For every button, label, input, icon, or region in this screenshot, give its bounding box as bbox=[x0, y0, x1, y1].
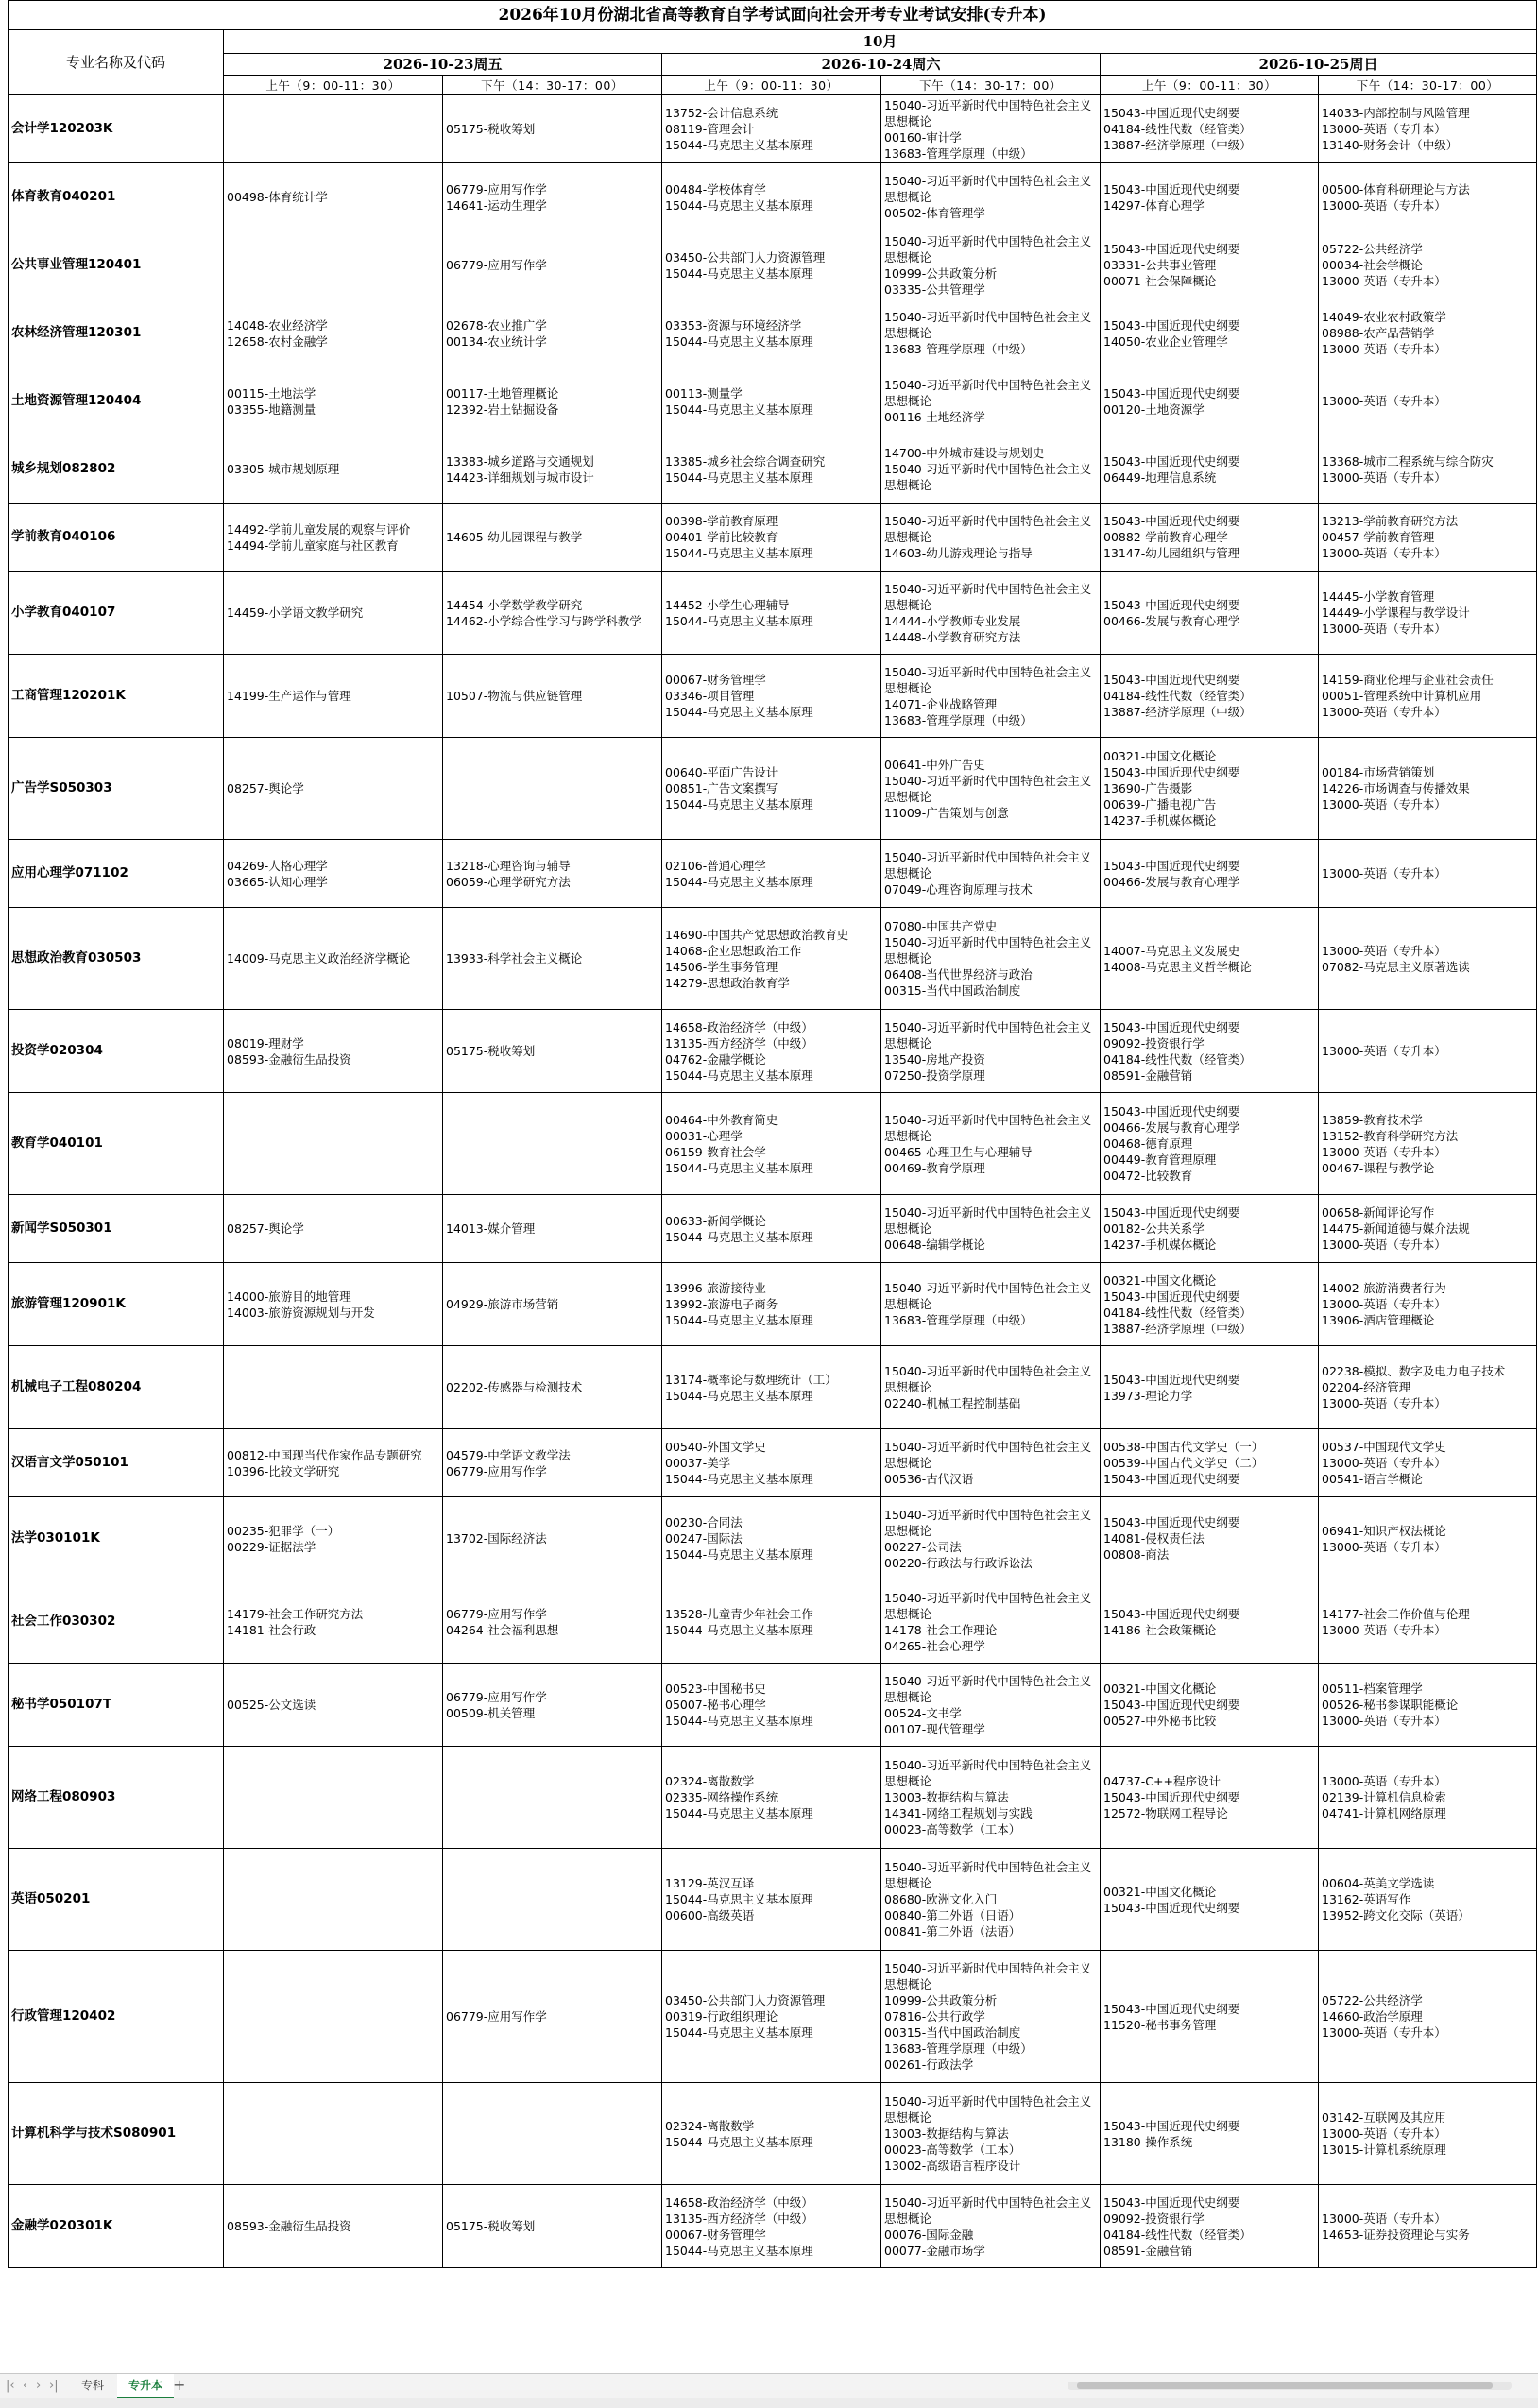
status-bar bbox=[0, 2398, 1538, 2408]
exam-subjects-cell[interactable] bbox=[224, 231, 443, 299]
exam-subjects-cell[interactable]: 00498-体育统计学 bbox=[224, 163, 443, 231]
exam-subjects-cell[interactable]: 15040-习近平新时代中国特色社会主义思想概论 00227-公司法 00220-行政法与行政诉讼法 bbox=[881, 1497, 1101, 1580]
exam-subjects-cell[interactable]: 13368-城市工程系统与综合防灾 13000-英语（专升本） bbox=[1319, 435, 1537, 504]
exam-subjects-cell[interactable]: 02324-离散数学 15044-马克思主义基本原理 bbox=[662, 2083, 881, 2185]
table-row bbox=[9, 1195, 1537, 1263]
table-row bbox=[9, 655, 1537, 738]
major-header[interactable]: 专业名称及代码 bbox=[9, 30, 224, 95]
exam-subjects-cell[interactable]: 13218-心理咨询与辅导 06059-心理学研究方法 bbox=[443, 840, 662, 908]
sheet-tab-bar bbox=[0, 2373, 1538, 2399]
exam-subjects-cell[interactable]: 08593-金融衍生品投资 bbox=[224, 2185, 443, 2268]
exam-subjects-cell[interactable]: 15043-中国近现代史纲要 00466-发展与教育心理学 00468-德育原理 00449-教育管理原理 00472-比较教育 bbox=[1101, 1093, 1319, 1195]
major-name-cell[interactable]: 英语050201 bbox=[9, 1849, 224, 1951]
exam-subjects-cell[interactable]: 15043-中国近现代史纲要 06449-地理信息系统 bbox=[1101, 435, 1319, 504]
exam-subjects-cell[interactable]: 15040-习近平新时代中国特色社会主义思想概论 14178-社会工作理论 04265-社会心理学 bbox=[881, 1580, 1101, 1664]
exam-subjects-cell[interactable]: 02106-普通心理学 15044-马克思主义基本原理 bbox=[662, 840, 881, 908]
major-name-cell[interactable]: 广告学S050303 bbox=[9, 738, 224, 840]
exam-subjects-cell[interactable]: 14013-媒介管理 bbox=[443, 1195, 662, 1263]
major-name-cell[interactable]: 公共事业管理120401 bbox=[9, 231, 224, 299]
exam-subjects-cell[interactable]: 00511-档案管理学 00526-秘书参谋职能概论 13000-英语（专升本） bbox=[1319, 1664, 1537, 1747]
exam-subjects-cell[interactable]: 15040-习近平新时代中国特色社会主义思想概论 13540-房地产投资 07250-投资学原理 bbox=[881, 1010, 1101, 1093]
exam-subjects-cell[interactable]: 14159-商业伦理与企业社会责任 00051-管理系统中计算机应用 13000-英语（专升本） bbox=[1319, 655, 1537, 738]
table-row bbox=[9, 572, 1537, 655]
major-name-cell[interactable]: 思想政治教育030503 bbox=[9, 908, 224, 1010]
exam-subjects-cell[interactable]: 13174-概率论与数理统计（工） 15044-马克思主义基本原理 bbox=[662, 1346, 881, 1429]
exam-subjects-cell[interactable]: 14002-旅游消费者行为 13000-英语（专升本） 13906-酒店管理概论 bbox=[1319, 1263, 1537, 1346]
exam-subjects-cell[interactable]: 05175-税收筹划 bbox=[443, 1010, 662, 1093]
exam-subjects-cell[interactable]: 05175-税收筹划 bbox=[443, 2185, 662, 2268]
exam-subjects-cell[interactable]: 13000-英语（专升本） 07082-马克思主义原著选读 bbox=[1319, 908, 1537, 1010]
exam-subjects-cell[interactable]: 00641-中外广告史 15040-习近平新时代中国特色社会主义思想概论 11009-广告策划与创意 bbox=[881, 738, 1101, 840]
exam-subjects-cell[interactable]: 15043-中国近现代史纲要 09092-投资银行学 04184-线性代数（经管类） 08591-金融营销 bbox=[1101, 1010, 1319, 1093]
exam-subjects-cell[interactable]: 15043-中国近现代史纲要 13180-操作系统 bbox=[1101, 2083, 1319, 2185]
major-name-cell[interactable]: 学前教育040106 bbox=[9, 504, 224, 572]
exam-subjects-cell[interactable]: 15043-中国近现代史纲要 14081-侵权责任法 00808-商法 bbox=[1101, 1497, 1319, 1580]
exam-subjects-cell[interactable]: 15040-习近平新时代中国特色社会主义思想概论 00524-文书学 00107-现代管理学 bbox=[881, 1664, 1101, 1747]
table-row bbox=[9, 231, 1537, 299]
exam-subjects-cell[interactable]: 15040-习近平新时代中国特色社会主义思想概论 13003-数据结构与算法 00023-高等数学（工本） 13002-高级语言程序设计 bbox=[881, 2083, 1101, 2185]
exam-subjects-cell[interactable]: 00113-测量学 15044-马克思主义基本原理 bbox=[662, 367, 881, 435]
exam-subjects-cell[interactable]: 02202-传感器与检测技术 bbox=[443, 1346, 662, 1429]
exam-subjects-cell[interactable] bbox=[224, 2083, 443, 2185]
table-row bbox=[9, 1951, 1537, 2083]
exam-subjects-cell[interactable]: 15040-习近平新时代中国特色社会主义思想概论 08680-欧洲文化入门 00840-第二外语（日语） 00841-第二外语（法语） bbox=[881, 1849, 1101, 1951]
exam-subjects-cell[interactable]: 14049-农业农村政策学 08988-农产品营销学 13000-英语（专升本） bbox=[1319, 299, 1537, 367]
exam-subjects-cell[interactable]: 05722-公共经济学 14660-政治学原理 13000-英语（专升本） bbox=[1319, 1951, 1537, 2083]
scrollbar-thumb[interactable] bbox=[1077, 2382, 1493, 2389]
exam-subjects-cell[interactable]: 04579-中学语文教学法 06779-应用写作学 bbox=[443, 1429, 662, 1497]
exam-subjects-cell[interactable]: 04737-C++程序设计 15043-中国近现代史纲要 12572-物联网工程导论 bbox=[1101, 1747, 1319, 1849]
table-row bbox=[9, 1497, 1537, 1580]
major-name-cell[interactable]: 体育教育040201 bbox=[9, 163, 224, 231]
exam-subjects-cell[interactable]: 13859-教育技术学 13152-教育科学研究方法 13000-英语（专升本） 00467-课程与教学论 bbox=[1319, 1093, 1537, 1195]
exam-subjects-cell[interactable]: 15040-习近平新时代中国特色社会主义思想概论 00076-国际金融 00077-金融市场学 bbox=[881, 2185, 1101, 2268]
exam-subjects-cell[interactable]: 15040-习近平新时代中国特色社会主义思想概论 13003-数据结构与算法 14341-网络工程规划与实践 00023-高等数学（工本） bbox=[881, 1747, 1101, 1849]
exam-subjects-cell[interactable]: 15040-习近平新时代中国特色社会主义思想概论 14071-企业战略管理 13683-管理学原理（中级） bbox=[881, 655, 1101, 738]
exam-subjects-cell[interactable]: 05175-税收筹划 bbox=[443, 95, 662, 163]
exam-subjects-cell[interactable]: 00321-中国文化概论 15043-中国近现代史纲要 04184-线性代数（经管类） 13887-经济学原理（中级） bbox=[1101, 1263, 1319, 1346]
exam-subjects-cell[interactable]: 14445-小学教育管理 14449-小学课程与教学设计 13000-英语（专升本） bbox=[1319, 572, 1537, 655]
major-name-cell[interactable]: 土地资源管理120404 bbox=[9, 367, 224, 435]
table-row bbox=[9, 1747, 1537, 1849]
exam-subjects-cell[interactable]: 00464-中外教育简史 00031-心理学 06159-教育社会学 15044-马克思主义基本原理 bbox=[662, 1093, 881, 1195]
table-row bbox=[9, 908, 1537, 1010]
exam-subjects-cell[interactable]: 14454-小学数学教学研究 14462-小学综合性学习与跨学科教学 bbox=[443, 572, 662, 655]
table-row bbox=[9, 435, 1537, 504]
exam-subjects-cell[interactable]: 15043-中国近现代史纲要 14186-社会政策概论 bbox=[1101, 1580, 1319, 1664]
exam-subjects-cell[interactable]: 14605-幼儿园课程与教学 bbox=[443, 504, 662, 572]
major-name-cell[interactable]: 社会工作030302 bbox=[9, 1580, 224, 1664]
exam-subjects-cell[interactable]: 07080-中国共产党史 15040-习近平新时代中国特色社会主义思想概论 06408-当代世界经济与政治 00315-当代中国政治制度 bbox=[881, 908, 1101, 1010]
exam-subjects-cell[interactable]: 15043-中国近现代史纲要 04184-线性代数（经管类） 13887-经济学原理（中级） bbox=[1101, 655, 1319, 738]
exam-subjects-cell[interactable]: 15040-习近平新时代中国特色社会主义思想概论 14603-幼儿游戏理论与指导 bbox=[881, 504, 1101, 572]
exam-subjects-cell[interactable]: 06779-应用写作学 bbox=[443, 1951, 662, 2083]
exam-subjects-cell[interactable] bbox=[443, 1849, 662, 1951]
exam-subjects-cell[interactable]: 00538-中国古代文学史（一） 00539-中国古代文学史（二） 15043-中国近现代史纲要 bbox=[1101, 1429, 1319, 1497]
exam-subjects-cell[interactable]: 03142-互联网及其应用 13000-英语（专升本） 13015-计算机系统原理 bbox=[1319, 2083, 1537, 2185]
exam-subjects-cell[interactable]: 14007-马克思主义发展史 14008-马克思主义哲学概论 bbox=[1101, 908, 1319, 1010]
table-row bbox=[9, 2083, 1537, 2185]
exam-subjects-cell[interactable]: 04269-人格心理学 03665-认知心理学 bbox=[224, 840, 443, 908]
date-header-fri[interactable]: 2026-10-23周五 bbox=[224, 54, 662, 76]
exam-subjects-cell[interactable]: 13000-英语（专升本） 14653-证券投资理论与实务 bbox=[1319, 2185, 1537, 2268]
prev-sheet-icon[interactable]: ‹ bbox=[23, 2379, 28, 2393]
exam-subjects-cell[interactable]: 14658-政治经济学（中级） 13135-西方经济学（中级） 04762-金融学概论 15044-马克思主义基本原理 bbox=[662, 1010, 881, 1093]
exam-subjects-cell[interactable]: 14177-社会工作价值与伦理 13000-英语（专升本） bbox=[1319, 1580, 1537, 1664]
exam-subjects-cell[interactable]: 15040-习近平新时代中国特色社会主义思想概论 00502-体育管理学 bbox=[881, 163, 1101, 231]
exam-subjects-cell[interactable] bbox=[224, 95, 443, 163]
exam-subjects-cell[interactable]: 00484-学校体育学 15044-马克思主义基本原理 bbox=[662, 163, 881, 231]
major-name-cell[interactable]: 工商管理120201K bbox=[9, 655, 224, 738]
exam-subjects-cell[interactable]: 14048-农业经济学 12658-农村金融学 bbox=[224, 299, 443, 367]
exam-subjects-cell[interactable]: 00604-英美文学选读 13162-英语写作 13952-跨文化交际（英语） bbox=[1319, 1849, 1537, 1951]
exam-subjects-cell[interactable] bbox=[224, 1849, 443, 1951]
exam-subjects-cell[interactable]: 15043-中国近现代史纲要 00120-土地资源学 bbox=[1101, 367, 1319, 435]
exam-subjects-cell[interactable]: 15043-中国近现代史纲要 11520-秘书事务管理 bbox=[1101, 1951, 1319, 2083]
table-row bbox=[9, 840, 1537, 908]
date-header-sat[interactable]: 2026-10-24周六 bbox=[662, 54, 1101, 76]
major-name-cell[interactable]: 农林经济管理120301 bbox=[9, 299, 224, 367]
slot-header-am[interactable]: 上午（9：00-11：30） bbox=[662, 76, 881, 95]
exam-subjects-cell[interactable]: 15040-习近平新时代中国特色社会主义思想概论 13683-管理学原理（中级） bbox=[881, 1263, 1101, 1346]
major-name-cell[interactable]: 机械电子工程080204 bbox=[9, 1346, 224, 1429]
exam-subjects-cell[interactable]: 14690-中国共产党思想政治教育史 14068-企业思想政治工作 14506-学生事务管理 14279-思想政治教育学 bbox=[662, 908, 881, 1010]
exam-subjects-cell[interactable]: 00525-公文选读 bbox=[224, 1664, 443, 1747]
exam-subjects-cell[interactable] bbox=[443, 738, 662, 840]
first-sheet-icon[interactable]: |‹ bbox=[6, 2379, 15, 2393]
table-row bbox=[9, 2185, 1537, 2268]
exam-subjects-cell[interactable]: 03305-城市规划原理 bbox=[224, 435, 443, 504]
sheet-title[interactable]: 2026年10月份湖北省高等教育自学考试面向社会开考专业考试安排(专升本) bbox=[9, 1, 1537, 30]
major-name-cell[interactable]: 旅游管理120901K bbox=[9, 1263, 224, 1346]
exam-subjects-cell[interactable]: 15043-中国近现代史纲要 14050-农业企业管理学 bbox=[1101, 299, 1319, 367]
exam-subjects-cell[interactable]: 00321-中国文化概论 15043-中国近现代史纲要 00527-中外秘书比较 bbox=[1101, 1664, 1319, 1747]
exam-subjects-cell[interactable]: 00398-学前教育原理 00401-学前比较教育 15044-马克思主义基本原理 bbox=[662, 504, 881, 572]
major-name-cell[interactable]: 投资学020304 bbox=[9, 1010, 224, 1093]
exam-subjects-cell[interactable]: 13000-英语（专升本） bbox=[1319, 367, 1537, 435]
table-row bbox=[9, 163, 1537, 231]
exam-subjects-cell[interactable]: 13996-旅游接待业 13992-旅游电子商务 15044-马克思主义基本原理 bbox=[662, 1263, 881, 1346]
exam-subjects-cell[interactable]: 00523-中国秘书史 05007-秘书心理学 15044-马克思主义基本原理 bbox=[662, 1664, 881, 1747]
major-name-cell[interactable]: 行政管理120402 bbox=[9, 1951, 224, 2083]
exam-subjects-cell[interactable]: 00067-财务管理学 03346-项目管理 15044-马克思主义基本原理 bbox=[662, 655, 881, 738]
exam-subjects-cell[interactable]: 00537-中国现代文学史 13000-英语（专升本） 00541-语言学概论 bbox=[1319, 1429, 1537, 1497]
exam-subjects-cell[interactable]: 13752-会计信息系统 08119-管理会计 15044-马克思主义基本原理 bbox=[662, 95, 881, 163]
exam-subjects-cell[interactable]: 15040-习近平新时代中国特色社会主义思想概论 10999-公共政策分析 03335-公共管理学 bbox=[881, 231, 1101, 299]
exam-subjects-cell[interactable]: 15043-中国近现代史纲要 04184-线性代数（经管类） 13887-经济学原理（中级） bbox=[1101, 95, 1319, 163]
add-sheet-icon[interactable]: + bbox=[173, 2376, 186, 2394]
table-row bbox=[9, 1664, 1537, 1747]
exam-subjects-cell[interactable]: 15040-习近平新时代中国特色社会主义思想概论 10999-公共政策分析 07816-公共行政学 00315-当代中国政治制度 13683-管理学原理（中级） 00261-行政法学 bbox=[881, 1951, 1101, 2083]
major-name-cell[interactable]: 应用心理学071102 bbox=[9, 840, 224, 908]
exam-subjects-cell[interactable]: 02238-模拟、数字及电力电子技术 02204-经济管理 13000-英语（专升本） bbox=[1319, 1346, 1537, 1429]
horizontal-scrollbar[interactable] bbox=[1068, 2382, 1512, 2390]
exam-subjects-cell[interactable]: 14700-中外城市建设与规划史 15040-习近平新时代中国特色社会主义思想概论 bbox=[881, 435, 1101, 504]
exam-subjects-cell[interactable] bbox=[224, 1346, 443, 1429]
exam-subjects-cell[interactable]: 06779-应用写作学 bbox=[443, 231, 662, 299]
exam-subjects-cell[interactable]: 06779-应用写作学 04264-社会福利思想 bbox=[443, 1580, 662, 1664]
table-row bbox=[9, 1429, 1537, 1497]
major-name-cell[interactable]: 新闻学S050301 bbox=[9, 1195, 224, 1263]
exam-subjects-cell[interactable]: 15043-中国近现代史纲要 00466-发展与教育心理学 bbox=[1101, 840, 1319, 908]
exam-subjects-cell[interactable]: 08257-舆论学 bbox=[224, 738, 443, 840]
exam-subjects-cell[interactable]: 15040-习近平新时代中国特色社会主义思想概论 02240-机械工程控制基础 bbox=[881, 1346, 1101, 1429]
exam-subjects-cell[interactable]: 00115-土地法学 03355-地籍测量 bbox=[224, 367, 443, 435]
exam-subjects-cell[interactable]: 14658-政治经济学（中级） 13135-西方经济学（中级） 00067-财务管理学 15044-马克思主义基本原理 bbox=[662, 2185, 881, 2268]
exam-subjects-cell[interactable]: 03353-资源与环境经济学 15044-马克思主义基本原理 bbox=[662, 299, 881, 367]
exam-subjects-cell[interactable]: 00235-犯罪学（一） 00229-证据法学 bbox=[224, 1497, 443, 1580]
exam-subjects-cell[interactable]: 14009-马克思主义政治经济学概论 bbox=[224, 908, 443, 1010]
table-row bbox=[9, 1263, 1537, 1346]
major-name-cell[interactable]: 计算机科学与技术S080901 bbox=[9, 2083, 224, 2185]
exam-subjects-cell[interactable]: 00321-中国文化概论 15043-中国近现代史纲要 13690-广告摄影 00639-广播电视广告 14237-手机媒体概论 bbox=[1101, 738, 1319, 840]
exam-subjects-cell[interactable]: 00230-合同法 00247-国际法 15044-马克思主义基本原理 bbox=[662, 1497, 881, 1580]
exam-subjects-cell[interactable]: 15040-习近平新时代中国特色社会主义思想概论 00648-编辑学概论 bbox=[881, 1195, 1101, 1263]
exam-subjects-cell[interactable]: 00640-平面广告设计 00851-广告文案撰写 15044-马克思主义基本原理 bbox=[662, 738, 881, 840]
exam-subjects-cell[interactable]: 13129-英汉互译 15044-马克思主义基本原理 00600-高级英语 bbox=[662, 1849, 881, 1951]
major-name-cell[interactable]: 会计学120203K bbox=[9, 95, 224, 163]
exam-subjects-cell[interactable]: 13933-科学社会主义概论 bbox=[443, 908, 662, 1010]
major-name-cell[interactable]: 汉语言文学050101 bbox=[9, 1429, 224, 1497]
exam-subjects-cell[interactable]: 14000-旅游目的地管理 14003-旅游资源规划与开发 bbox=[224, 1263, 443, 1346]
sheet-tab-zhuanshengben[interactable]: 专升本 bbox=[117, 2374, 174, 2399]
exam-subjects-cell[interactable]: 13213-学前教育研究方法 00457-学前教育管理 13000-英语（专升本） bbox=[1319, 504, 1537, 572]
exam-subjects-cell[interactable]: 14179-社会工作研究方法 14181-社会行政 bbox=[224, 1580, 443, 1664]
exam-subjects-cell[interactable]: 02324-离散数学 02335-网络操作系统 15044-马克思主义基本原理 bbox=[662, 1747, 881, 1849]
major-name-cell[interactable]: 教育学040101 bbox=[9, 1093, 224, 1195]
exam-subjects-cell[interactable]: 13702-国际经济法 bbox=[443, 1497, 662, 1580]
exam-subjects-cell[interactable]: 00812-中国现当代作家作品专题研究 10396-比较文学研究 bbox=[224, 1429, 443, 1497]
exam-subjects-cell[interactable]: 14033-内部控制与风险管理 13000-英语（专升本） 13140-财务会计（中级） bbox=[1319, 95, 1537, 163]
table-row bbox=[9, 1849, 1537, 1951]
month-header[interactable]: 10月 bbox=[224, 30, 1537, 54]
exam-subjects-cell[interactable]: 15043-中国近现代史纲要 09092-投资银行学 04184-线性代数（经管类） 08591-金融营销 bbox=[1101, 2185, 1319, 2268]
exam-subjects-cell[interactable] bbox=[224, 1747, 443, 1849]
table-row bbox=[9, 738, 1537, 840]
date-header-sun[interactable]: 2026-10-25周日 bbox=[1101, 54, 1537, 76]
exam-subjects-cell[interactable]: 15040-习近平新时代中国特色社会主义思想概论 13683-管理学原理（中级） bbox=[881, 299, 1101, 367]
exam-subjects-cell[interactable]: 00321-中国文化概论 15043-中国近现代史纲要 bbox=[1101, 1849, 1319, 1951]
major-name-cell[interactable]: 秘书学050107T bbox=[9, 1664, 224, 1747]
exam-subjects-cell[interactable]: 00184-市场营销策划 14226-市场调查与传播效果 13000-英语（专升本） bbox=[1319, 738, 1537, 840]
table-row bbox=[9, 299, 1537, 367]
exam-subjects-cell[interactable]: 06779-应用写作学 14641-运动生理学 bbox=[443, 163, 662, 231]
table-row bbox=[9, 1580, 1537, 1664]
major-name-cell[interactable]: 法学030101K bbox=[9, 1497, 224, 1580]
empty-rows-area bbox=[0, 2333, 1538, 2373]
exam-subjects-cell[interactable]: 15043-中国近现代史纲要 00882-学前教育心理学 13147-幼儿园组织与管理 bbox=[1101, 504, 1319, 572]
exam-subjects-cell[interactable]: 13000-英语（专升本） bbox=[1319, 1010, 1537, 1093]
last-sheet-icon[interactable]: ›| bbox=[49, 2379, 59, 2393]
exam-subjects-cell[interactable]: 13383-城乡道路与交通规划 14423-详细规划与城市设计 bbox=[443, 435, 662, 504]
slot-header-pm[interactable]: 下午（14：30-17：00） bbox=[443, 76, 662, 95]
exam-subjects-cell[interactable]: 13000-英语（专升本） bbox=[1319, 840, 1537, 908]
exam-subjects-cell[interactable]: 15040-习近平新时代中国特色社会主义思想概论 07049-心理咨询原理与技术 bbox=[881, 840, 1101, 908]
exam-subjects-cell[interactable]: 00658-新闻评论写作 14475-新闻道德与媒介法规 13000-英语（专升本） bbox=[1319, 1195, 1537, 1263]
next-sheet-icon[interactable]: › bbox=[36, 2379, 42, 2393]
exam-subjects-cell[interactable]: 00500-体育科研理论与方法 13000-英语（专升本） bbox=[1319, 163, 1537, 231]
exam-subjects-cell[interactable]: 02678-农业推广学 00134-农业统计学 bbox=[443, 299, 662, 367]
exam-subjects-cell[interactable]: 15043-中国近现代史纲要 00182-公共关系学 14237-手机媒体概论 bbox=[1101, 1195, 1319, 1263]
major-name-cell[interactable]: 金融学020301K bbox=[9, 2185, 224, 2268]
major-name-cell[interactable]: 城乡规划082802 bbox=[9, 435, 224, 504]
exam-subjects-cell[interactable]: 15040-习近平新时代中国特色社会主义思想概论 00116-土地经济学 bbox=[881, 367, 1101, 435]
table-row bbox=[9, 1010, 1537, 1093]
exam-subjects-cell[interactable] bbox=[224, 1951, 443, 2083]
exam-subjects-cell[interactable]: 04929-旅游市场营销 bbox=[443, 1263, 662, 1346]
exam-subjects-cell[interactable]: 13528-儿童青少年社会工作 15044-马克思主义基本原理 bbox=[662, 1580, 881, 1664]
slot-header-pm[interactable]: 下午（14：30-17：00） bbox=[1319, 76, 1537, 95]
table-row bbox=[9, 95, 1537, 163]
exam-subjects-cell[interactable]: 03450-公共部门人力资源管理 15044-马克思主义基本原理 bbox=[662, 231, 881, 299]
exam-subjects-cell[interactable]: 14492-学前儿童发展的观察与评价 14494-学前儿童家庭与社区教育 bbox=[224, 504, 443, 572]
exam-subjects-cell[interactable]: 15040-习近平新时代中国特色社会主义思想概论 00160-审计学 13683-管理学原理（中级） bbox=[881, 95, 1101, 163]
table-row bbox=[9, 367, 1537, 435]
exam-subjects-cell[interactable]: 14459-小学语文教学研究 bbox=[224, 572, 443, 655]
exam-subjects-cell[interactable]: 15043-中国近现代史纲要 13973-理论力学 bbox=[1101, 1346, 1319, 1429]
exam-subjects-cell[interactable] bbox=[224, 1093, 443, 1195]
schedule-body bbox=[9, 95, 1537, 2268]
exam-subjects-cell[interactable]: 15043-中国近现代史纲要 14297-体育心理学 bbox=[1101, 163, 1319, 231]
exam-schedule-table bbox=[8, 0, 1537, 2268]
exam-subjects-cell[interactable]: 00633-新闻学概论 15044-马克思主义基本原理 bbox=[662, 1195, 881, 1263]
slot-header-am[interactable]: 上午（9：00-11：30） bbox=[224, 76, 443, 95]
exam-subjects-cell[interactable]: 00117-土地管理概论 12392-岩土钻掘设备 bbox=[443, 367, 662, 435]
exam-subjects-cell[interactable]: 15040-习近平新时代中国特色社会主义思想概论 00536-古代汉语 bbox=[881, 1429, 1101, 1497]
exam-subjects-cell[interactable]: 15040-习近平新时代中国特色社会主义思想概论 00465-心理卫生与心理辅导 00469-教育学原理 bbox=[881, 1093, 1101, 1195]
exam-subjects-cell[interactable]: 08257-舆论学 bbox=[224, 1195, 443, 1263]
exam-subjects-cell[interactable]: 10507-物流与供应链管理 bbox=[443, 655, 662, 738]
exam-subjects-cell[interactable] bbox=[443, 1747, 662, 1849]
exam-subjects-cell[interactable]: 03450-公共部门人力资源管理 00319-行政组织理论 15044-马克思主义基本原理 bbox=[662, 1951, 881, 2083]
exam-subjects-cell[interactable]: 06941-知识产权法概论 13000-英语（专升本） bbox=[1319, 1497, 1537, 1580]
exam-subjects-cell[interactable] bbox=[443, 1093, 662, 1195]
sheet-tab-zhuanke[interactable]: 专科 bbox=[81, 2379, 105, 2392]
slot-header-pm[interactable]: 下午（14：30-17：00） bbox=[881, 76, 1101, 95]
exam-subjects-cell[interactable]: 14199-生产运作与管理 bbox=[224, 655, 443, 738]
slot-header-am[interactable]: 上午（9：00-11：30） bbox=[1101, 76, 1319, 95]
exam-subjects-cell[interactable]: 08019-理财学 08593-金融衍生品投资 bbox=[224, 1010, 443, 1093]
table-row bbox=[9, 1093, 1537, 1195]
exam-subjects-cell[interactable]: 15043-中国近现代史纲要 00466-发展与教育心理学 bbox=[1101, 572, 1319, 655]
table-row bbox=[9, 504, 1537, 572]
exam-subjects-cell[interactable]: 05722-公共经济学 00034-社会学概论 13000-英语（专升本） bbox=[1319, 231, 1537, 299]
major-name-cell[interactable]: 小学教育040107 bbox=[9, 572, 224, 655]
table-row bbox=[9, 1346, 1537, 1429]
exam-subjects-cell[interactable]: 00540-外国文学史 00037-美学 15044-马克思主义基本原理 bbox=[662, 1429, 881, 1497]
exam-subjects-cell[interactable] bbox=[443, 2083, 662, 2185]
exam-subjects-cell[interactable]: 13385-城乡社会综合调查研究 15044-马克思主义基本原理 bbox=[662, 435, 881, 504]
exam-subjects-cell[interactable]: 14452-小学生心理辅导 15044-马克思主义基本原理 bbox=[662, 572, 881, 655]
exam-subjects-cell[interactable]: 13000-英语（专升本） 02139-计算机信息检索 04741-计算机网络原理 bbox=[1319, 1747, 1537, 1849]
exam-subjects-cell[interactable]: 15043-中国近现代史纲要 03331-公共事业管理 00071-社会保障概论 bbox=[1101, 231, 1319, 299]
major-name-cell[interactable]: 网络工程080903 bbox=[9, 1747, 224, 1849]
exam-subjects-cell[interactable]: 06779-应用写作学 00509-机关管理 bbox=[443, 1664, 662, 1747]
exam-subjects-cell[interactable]: 15040-习近平新时代中国特色社会主义思想概论 14444-小学教师专业发展 14448-小学教育研究方法 bbox=[881, 572, 1101, 655]
